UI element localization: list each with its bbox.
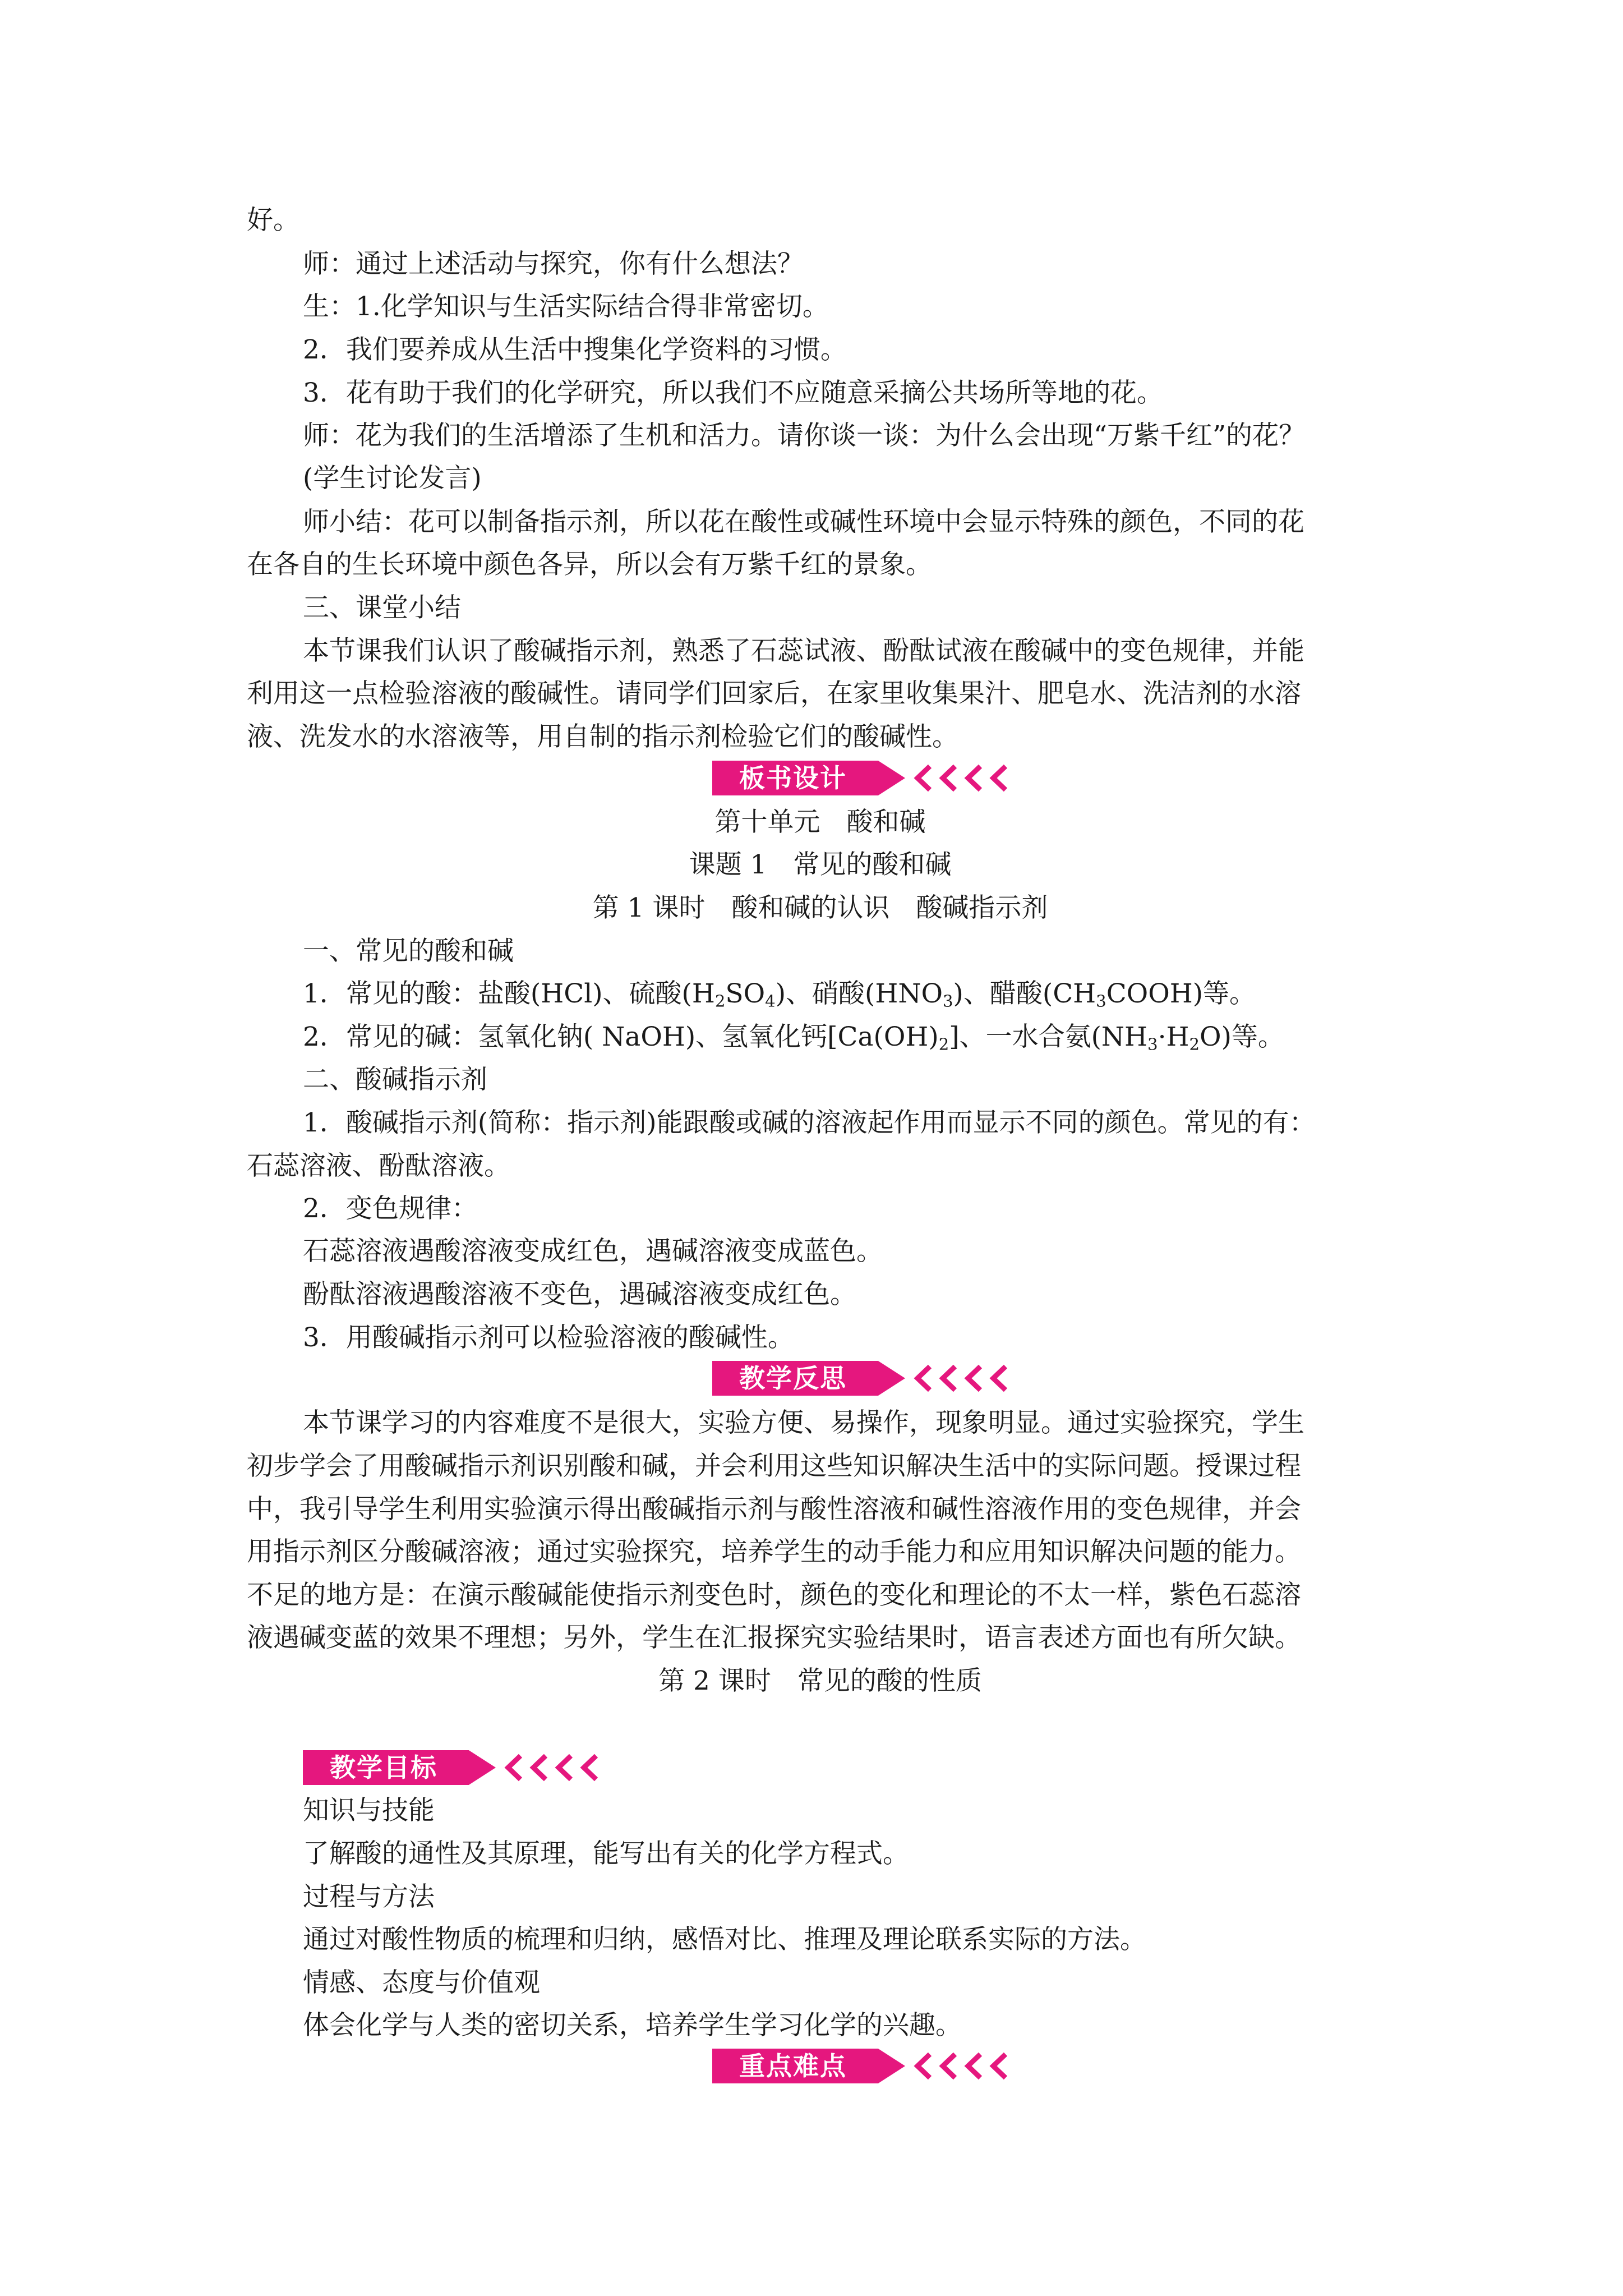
board-lesson: 第 1 课时 酸和碱的认识 酸碱指示剂: [592, 892, 1048, 923]
text-line: 师小结：花可以制备指示剂，所以花在酸性或碱性环境中会显示特殊的颜色，不同的花: [303, 507, 1304, 537]
text-line: 2．常见的碱：氢氧化钠( NaOH)、氢氧化钙$[Ca(OH)_2]$、一水合氨$(NH_3\cdot H_2O)$等。: [303, 1022, 1284, 1054]
text-line: 利用这一点检验溶液的酸碱性。请同学们回家后，在家里收集果汁、肥皂水、洗洁剂的水溶: [247, 678, 1301, 709]
chevron-left-icon: [504, 1754, 610, 1782]
goal-heading: 知识与技能: [303, 1795, 435, 1826]
text-line: 生：1.化学知识与生活实际结合得非常密切。: [303, 291, 829, 322]
text-line: 初步学会了用酸碱指示剂识别酸和碱，并会利用这些知识解决生活中的实际问题。授课过程: [247, 1451, 1301, 1481]
text-line: 酚酞溶液遇酸溶液不变色，遇碱溶液变成红色。: [303, 1279, 856, 1310]
banner-label: 教学反思: [739, 1363, 847, 1393]
chevron-left-icon: [913, 1364, 1020, 1392]
text-line: 中，我引导学生利用实验演示得出酸碱指示剂与酸性溶液和碱性溶液作用的变色规律，并会: [247, 1494, 1301, 1525]
text-line: 1．常见的酸：盐酸(HCl)、硫酸$(H_2SO_4)$、硝酸$(HNO_3)$、醋酸$(CH_3COOH)$等。: [303, 978, 1256, 1011]
section-heading: 三、课堂小结: [303, 592, 461, 623]
text-line: 石蕊溶液遇酸溶液变成红色，遇碱溶液变成蓝色。: [303, 1236, 883, 1267]
board-unit: 第十单元 酸和碱: [714, 807, 926, 838]
goal-heading: 情感、态度与价值观: [303, 1967, 540, 1998]
text-line: 2．我们要养成从生活中搜集化学资料的习惯。: [303, 334, 847, 365]
text-line: 师：花为我们的生活增添了生机和活力。请你谈一谈：为什么会出现“万紫千红”的花？: [303, 420, 1306, 451]
lesson-title: 第 2 课时 常见的酸的性质: [658, 1665, 982, 1696]
text-line: 液遇碱变蓝的效果不理想；另外，学生在汇报探究实验结果时，语言表述方面也有所欠缺。: [247, 1622, 1301, 1653]
banner-label: 板书设计: [739, 763, 847, 793]
text-line: 本节课我们认识了酸碱指示剂，熟悉了石蕊试液、酚酞试液在酸碱中的变色规律，并能: [303, 636, 1304, 666]
text-line: 液、洗发水的水溶液等，用自制的指示剂检验它们的酸碱性。: [247, 721, 958, 752]
text-line: 好。: [247, 205, 299, 236]
text-line: 2．变色规律：: [303, 1193, 478, 1224]
text-line: 了解酸的通性及其原理，能写出有关的化学方程式。: [303, 1838, 909, 1869]
text-line: 不足的地方是：在演示酸碱能使指示剂变色时，颜色的变化和理论的不太一样，紫色石蕊溶: [247, 1580, 1301, 1611]
text-line: 体会化学与人类的密切关系，培养学生学习化学的兴趣。: [303, 2010, 962, 2041]
text-line: 用指示剂区分酸碱溶液；通过实验探究，培养学生的动手能力和应用知识解决问题的能力。: [247, 1536, 1301, 1567]
text-line: 在各自的生长环境中颜色各异，所以会有万紫千红的景象。: [247, 549, 932, 580]
text-line: 师：通过上述活动与探究，你有什么想法？: [303, 249, 804, 279]
text-line: 石蕊溶液、酚酞溶液。: [247, 1151, 510, 1181]
text-line: 3．用酸碱指示剂可以检验溶液的酸碱性。: [303, 1322, 794, 1353]
banner-label: 重点难点: [739, 2051, 847, 2081]
banner-label: 教学目标: [330, 1752, 437, 1783]
text-line: 本节课学习的内容难度不是很大，实验方便、易操作，现象明显。通过实验探究，学生: [303, 1407, 1304, 1438]
text-line: 3．花有助于我们的化学研究，所以我们不应随意采摘公共场所等地的花。: [303, 378, 1163, 408]
text-line: 通过对酸性物质的梳理和归纳，感悟对比、推理及理论联系实际的方法。: [303, 1924, 1146, 1955]
board-topic: 课题 1 常见的酸和碱: [689, 849, 952, 880]
section-heading: 一、常见的酸和碱: [303, 936, 514, 967]
section-heading: 二、酸碱指示剂: [303, 1064, 487, 1095]
goal-heading: 过程与方法: [303, 1881, 435, 1912]
text-line: 1．酸碱指示剂(简称：指示剂)能跟酸或碱的溶液起作用而显示不同的颜色。常见的有：: [303, 1107, 1316, 1138]
text-line: (学生讨论发言): [303, 463, 482, 494]
chevron-left-icon: [913, 2052, 1020, 2080]
chevron-left-icon: [913, 764, 1020, 792]
